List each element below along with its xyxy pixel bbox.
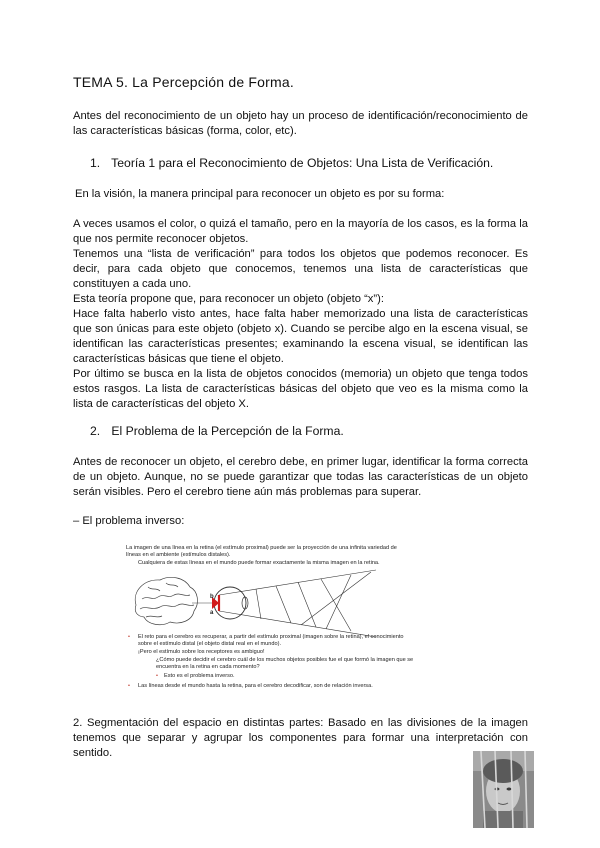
figure-bullet1b: sobre el estímulo distal (el objeto distal real en el mundo). [138,641,282,647]
memorize-paragraph: Hace falta haberlo visto antes, hace falta haber memorizado una lista de características que son únicas para este objeto (objeto x). Cuando se percibe algo en la escena visual, se identifican las características presentes; examinando la escena visual, se identifican las características básicas que tiene el objeto. [73,308,528,365]
figure-bullet1f: Esto es el problema inverso. [164,673,235,679]
segmentation-paragraph: 2. Segmentación del espacio en distintas partes: Basado en las divisiones de la imagen tenemos que separar y agrupar los componentes para formar una interpretación con sentido. [73,717,528,759]
figure-bullet1a: El reto para el cerebro es recuperar, a partir del estímulo proximal (imagen sobre la retina), el conocimiento [138,634,404,640]
child-photo [473,751,534,828]
label-b: b [210,594,214,600]
brain-icon [135,577,197,624]
section-2-title: El Problema de la Percepción de la Forma. [111,424,344,438]
theory-paragraph: Esta teoría propone que, para reconocer un objeto (objeto “x”): [73,293,384,305]
section-2-number: 2. [90,424,101,438]
figure-bullet2: Las líneas desde el mundo hasta la retina, para el cerebro decodificar, son de relación inversa. [138,683,373,689]
figure-bullet1c: ¡Pero el estímulo sobre los receptores es ambiguo! [138,649,265,655]
section-1-heading [90,156,493,170]
figure-caption-line3: Cualquiera de estas líneas en el mundo puede formar exactamente la misma imagen en la retina. [138,560,380,566]
figure-bullet1d: ¿Cómo puede decidir el cerebro cuál de los muchos objetos posibles fue el que formó la imagen que se [156,657,414,663]
label-a: a [210,610,214,616]
section-2-heading [90,424,344,438]
form-problem-paragraph: Antes de reconocer un objeto, el cerebro debe, en primer lugar, identificar la forma correcta de un objeto. Aunque, no se puede garantizar que todas las características de un objeto serán visibles. Pero el cerebro tiene aún más problemas para superar. [73,456,528,498]
page-title: TEMA 5. La Percepción de Forma. [73,74,294,90]
inverse-problem-label: – El problema inverso: [73,515,185,527]
bullet-marker-sub: • [156,673,158,679]
bullet-marker-1: • [128,634,130,640]
section-1-title: Teoría 1 para el Reconocimiento de Objetos: Una Lista de Verificación. [111,156,494,170]
child-photo-image [473,751,534,828]
color-paragraph: A veces usamos el color, o quizá el tamaño, pero en la mayoría de los casos, es la forma la que nos permite reconocer objetos. [73,218,528,245]
search-paragraph: Por último se busca en la lista de objetos conocidos (memoria) un objeto que tenga todos estos rasgos. La lista de características básicas del objeto que veo es la misma como la lista de características del objeto X. [73,368,528,410]
bullet-marker-2: • [128,683,130,689]
inverse-problem-figure [126,545,448,695]
figure-bullet1e: encuentra en la retina en cada momento? [156,664,260,670]
vision-paragraph: En la visión, la manera principal para reconocer un objeto es por su forma: [75,188,445,200]
checklist-paragraph: Tenemos una “lista de verificación” para todos los objetos que podemos reconocer. Es decir, para cada objeto que conocemos, tenemos una lista de características que constituyen a cada uno. [73,248,528,290]
section-1-number: 1. [90,156,101,170]
eye-brain-diagram [126,567,448,642]
intro-paragraph: Antes del reconocimiento de un objeto hay un proceso de identificación/reconocimiento de las características básicas (forma, color, etc). [73,110,528,137]
figure-caption-line1: La imagen de una línea en la retina (el estímulo proximal) puede ser la proyección de una infinita variedad de [126,545,397,551]
figure-caption-line2: líneas en el ambiente (estímulos distales). [126,552,231,558]
